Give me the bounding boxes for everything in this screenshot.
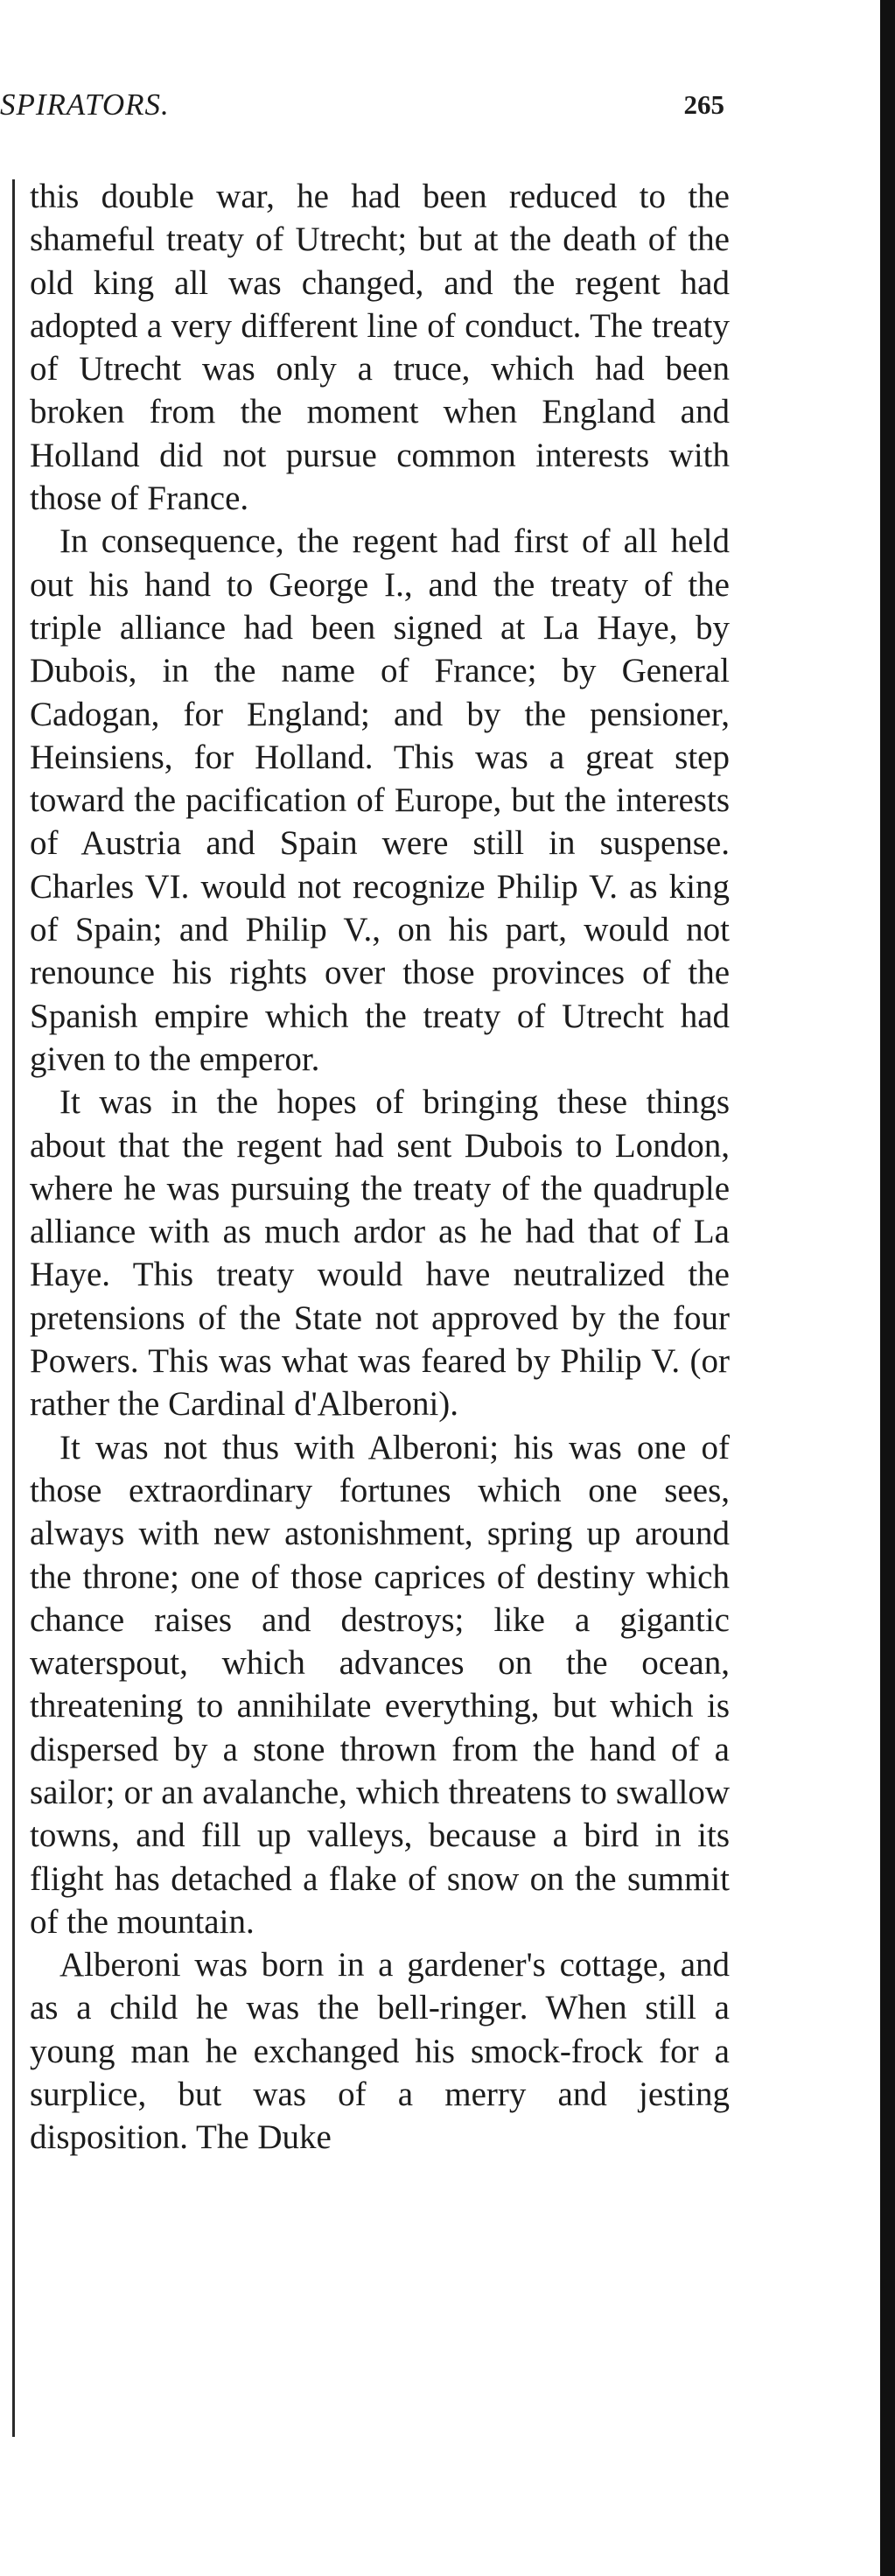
paragraph: this double war, he had been reduced to the shameful treaty of Utrecht; but at the death of the old king all was changed, and the regent had adopted a very different line of conduct. The treaty of Utrecht was only a truce, which had been broken from the moment when England and Holland did not pursue common interests with those of France. (30, 178, 730, 518)
paragraph: It was not thus with Alberoni; his was one of those extraordinary fortunes which one sees, always with new astonishment, spring up around the throne; one of those caprices of destiny which chance raises and destroys; like a gigantic waterspout, which advances on the ocean, threatening to annihilate everything, but which is dispersed by a stone thrown from the hand of a sailor; or an avalanche, which threatens to swallow towns, and fill up valleys, because a bird in its flight has detached a flake of snow on the summit of the mountain. (30, 1428, 730, 1941)
paragraph: Alberoni was born in a gardener's cottage, and as a child he was the bell-ringer. When still a young man he exchanged his smock-frock for a surplice, but was of a merry and jesting disposition. The Duke (30, 1946, 730, 2157)
body-text (30, 175, 730, 2160)
running-head (0, 88, 735, 140)
page-number: 265 (683, 89, 724, 120)
paragraph: In consequence, the regent had first of all held out his hand to George I., and the treaty of the triple alliance had been signed at La Haye, by Dubois, in the name of France; by General Cadogan, for England; and by the pensioner, Heinsiens, for Holland. This was a great step toward the pacification of Europe, but the interests of Austria and Spain were still in suspense. Charles VI. would not recognize Philip V. as king of Spain; and Philip V., on his part, would not renounce his rights over those provinces of the Spanish empire which the treaty of Utrecht had given to the emperor. (30, 522, 730, 1078)
page-edge-bar (880, 0, 895, 2576)
running-title: SPIRATORS. (0, 88, 170, 122)
column-rule (12, 179, 15, 2437)
paragraph: It was in the hopes of bringing these things about that the regent had sent Dubois to London, where he was pursuing the treaty of the quadruple alliance with as much ardor as he had that of La Haye. This treaty would have neutralized the pretensions of the State not approved by the four Powers. This was what was feared by Philip V. (or rather the Cardinal d'Alberoni). (30, 1083, 730, 1424)
